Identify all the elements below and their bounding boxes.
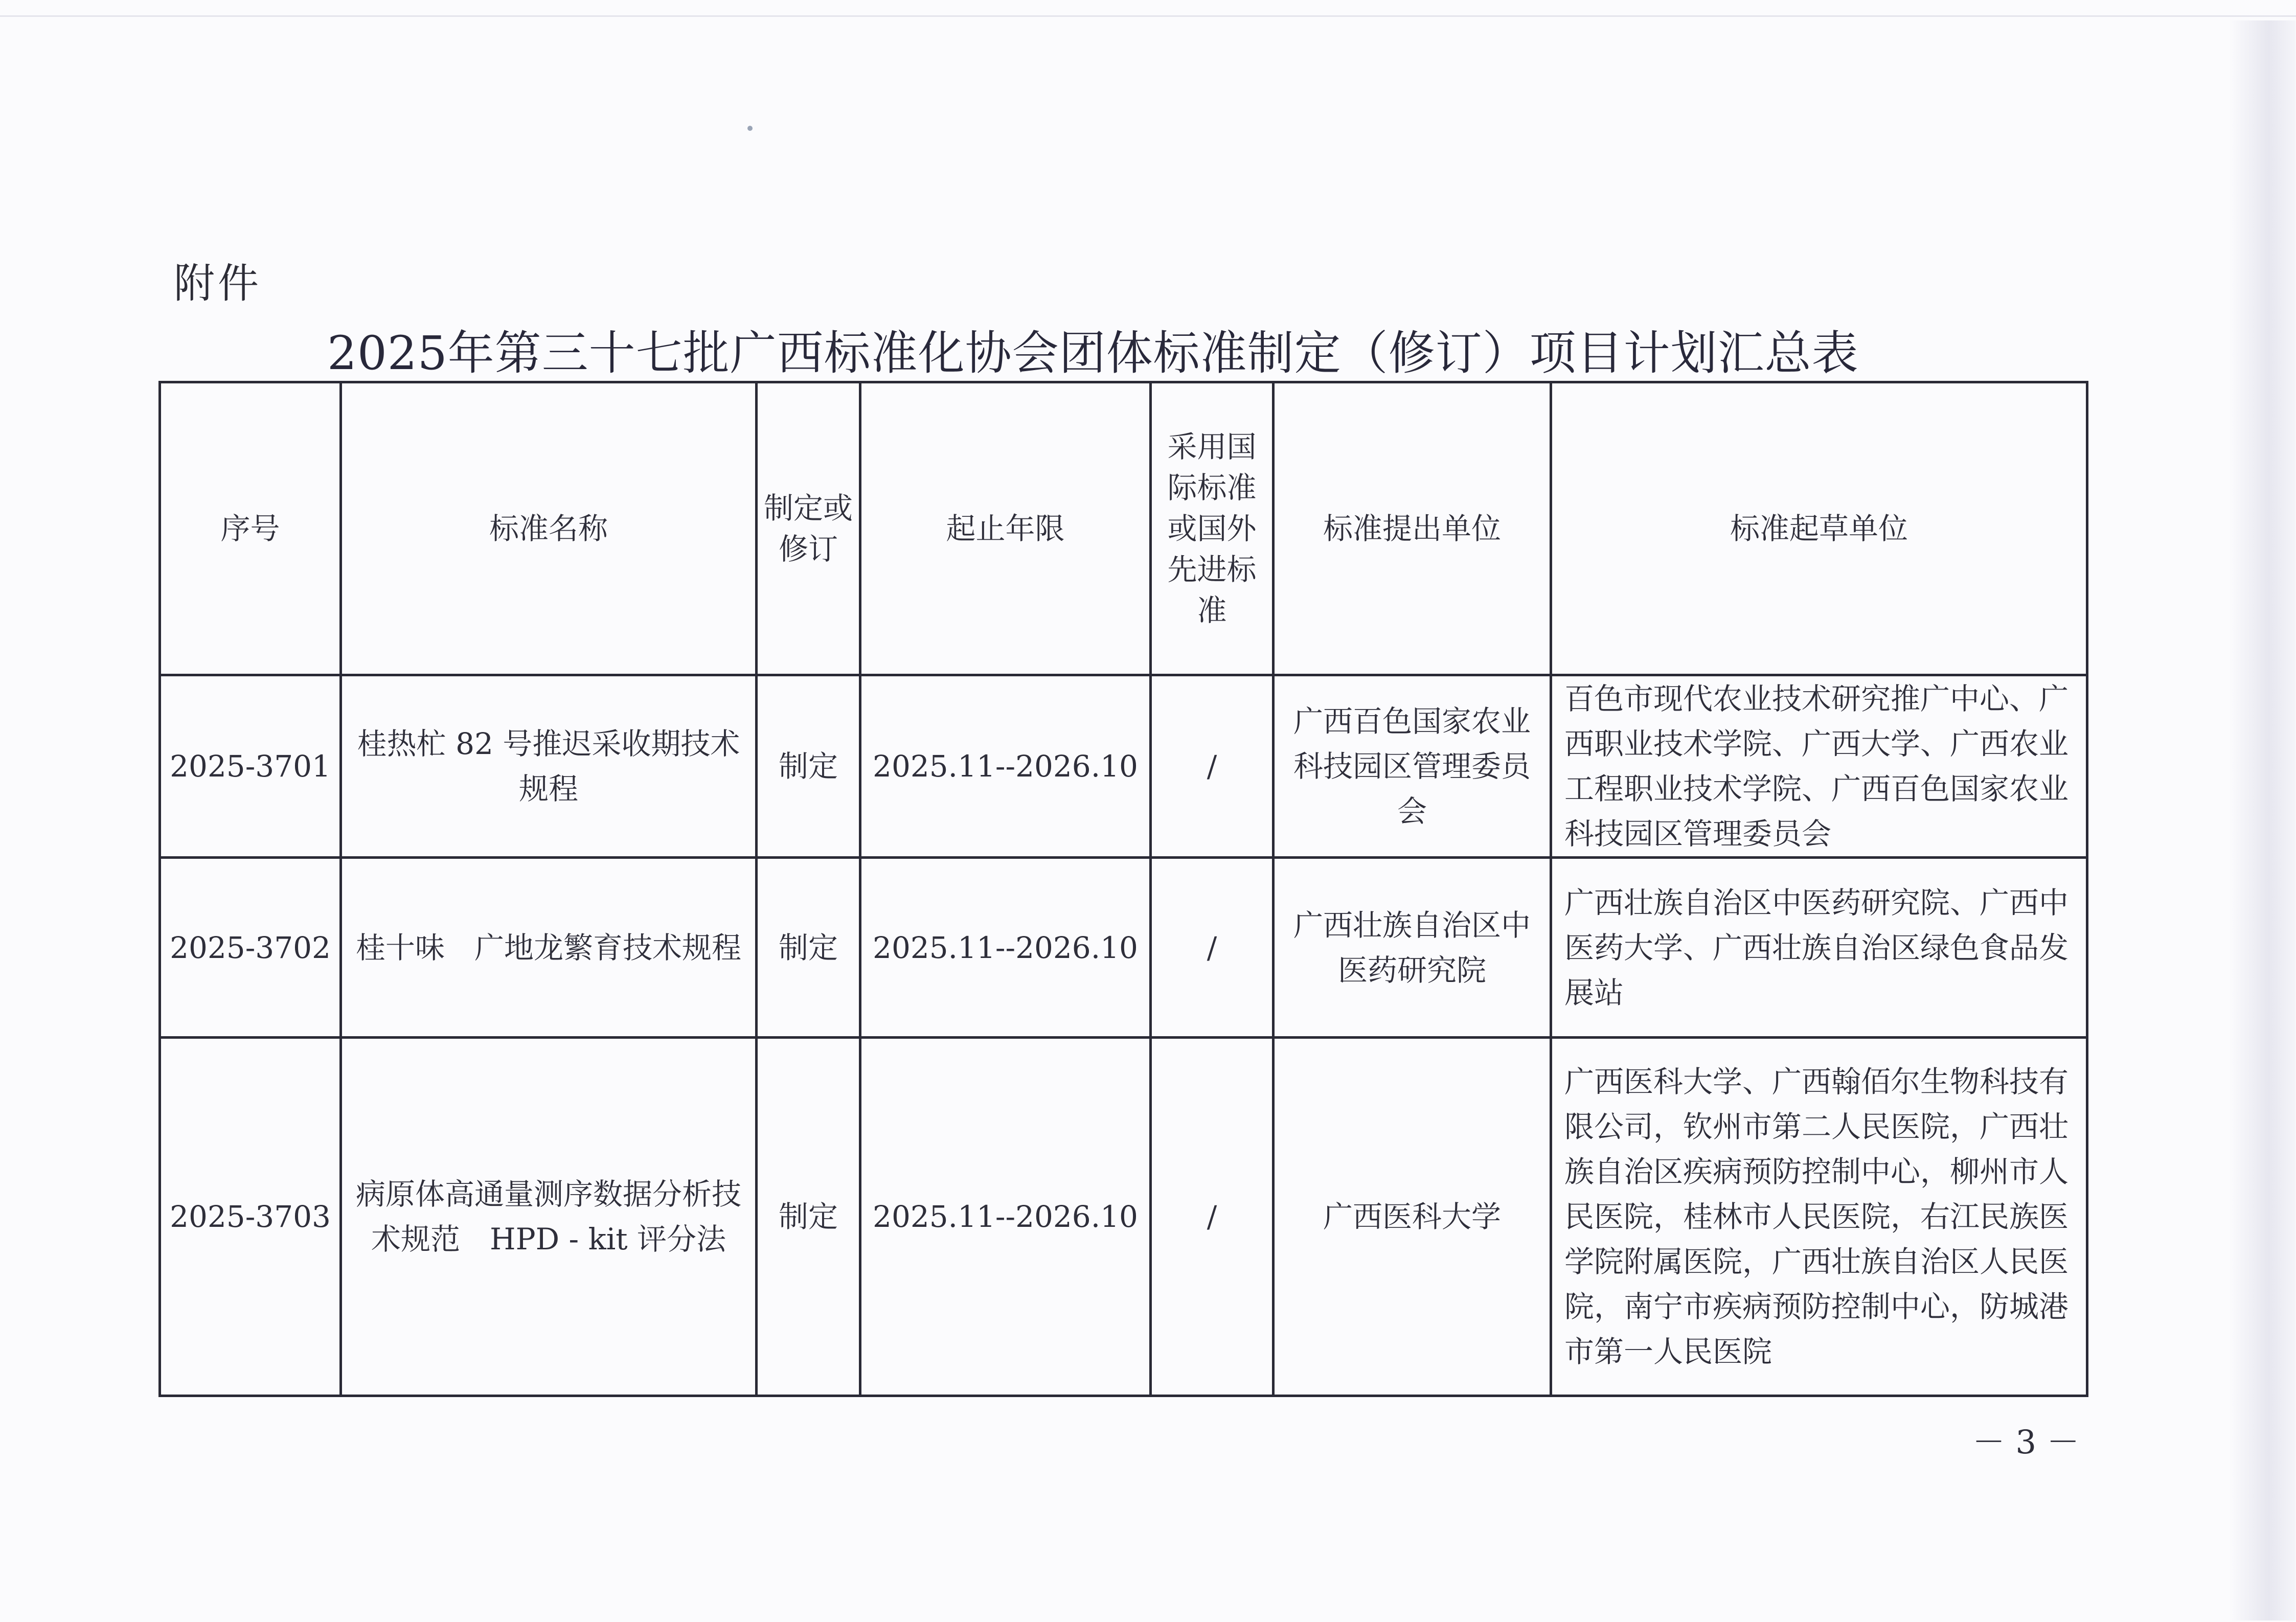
cell-type: 制定 [757, 1038, 860, 1396]
page-top-edge [0, 15, 2296, 17]
cell-international-standard: / [1151, 1038, 1274, 1396]
cell-serial: 2025-3703 [160, 1038, 341, 1396]
table-row [160, 675, 2087, 858]
scan-speck [747, 126, 753, 131]
cell-type: 制定 [757, 858, 860, 1038]
cell-period: 2025.11--2026.10 [860, 858, 1151, 1038]
cell-serial: 2025-3702 [160, 858, 341, 1038]
project-plan-table [158, 381, 2088, 1397]
header-period: 起止年限 [860, 382, 1151, 675]
header-international-standard: 采用国际标准或国外先进标准 [1151, 382, 1274, 675]
cell-drafter: 百色市现代农业技术研究推广中心、广西职业技术学院、广西大学、广西农业工程职业技术学院、广西百色国家农业科技园区管理委员会 [1551, 675, 2087, 858]
cell-serial: 2025-3701 [160, 675, 341, 858]
table-row [160, 858, 2087, 1038]
header-drafter: 标准起草单位 [1551, 382, 2087, 675]
cell-period: 2025.11--2026.10 [860, 1038, 1151, 1396]
cell-proposer: 广西壮族自治区中医药研究院 [1274, 858, 1551, 1038]
header-serial: 序号 [160, 382, 341, 675]
cell-international-standard: / [1151, 858, 1274, 1038]
cell-drafter: 广西壮族自治区中医药研究院、广西中医药大学、广西壮族自治区绿色食品发展站 [1551, 858, 2087, 1038]
cell-proposer: 广西百色国家农业科技园区管理委员会 [1274, 675, 1551, 858]
cell-drafter: 广西医科大学、广西翰佰尔生物科技有限公司，钦州市第二人民医院，广西壮族自治区疾病预防控制中心，柳州市人民医院，桂林市人民医院，右江民族医学院附属医院，广西壮族自治区人民医院，南宁市疾病预防控制中心，防城港市第一人民医院 [1551, 1038, 2087, 1396]
scan-shadow [2229, 20, 2295, 1620]
cell-period: 2025.11--2026.10 [860, 675, 1151, 858]
cell-standard-name: 桂热杧 82 号推迟采收期技术规程 [341, 675, 757, 858]
table-row [160, 1038, 2087, 1396]
header-type: 制定或修订 [757, 382, 860, 675]
page-number: － 3 － [1972, 1424, 2080, 1461]
cell-type: 制定 [757, 675, 860, 858]
cell-standard-name: 病原体高通量测序数据分析技术规范 HPD - kit 评分法 [341, 1038, 757, 1396]
cell-standard-name: 桂十味 广地龙繁育技术规程 [341, 858, 757, 1038]
cell-international-standard: / [1151, 675, 1274, 858]
header-standard-name: 标准名称 [341, 382, 757, 675]
header-proposer: 标准提出单位 [1274, 382, 1551, 675]
table-header-row [160, 382, 2087, 675]
document-title: 2025年第三十七批广西标准化协会团体标准制定（修订）项目计划汇总表 [327, 327, 1859, 380]
attachment-label: 附件 [174, 260, 262, 307]
cell-proposer: 广西医科大学 [1274, 1038, 1551, 1396]
